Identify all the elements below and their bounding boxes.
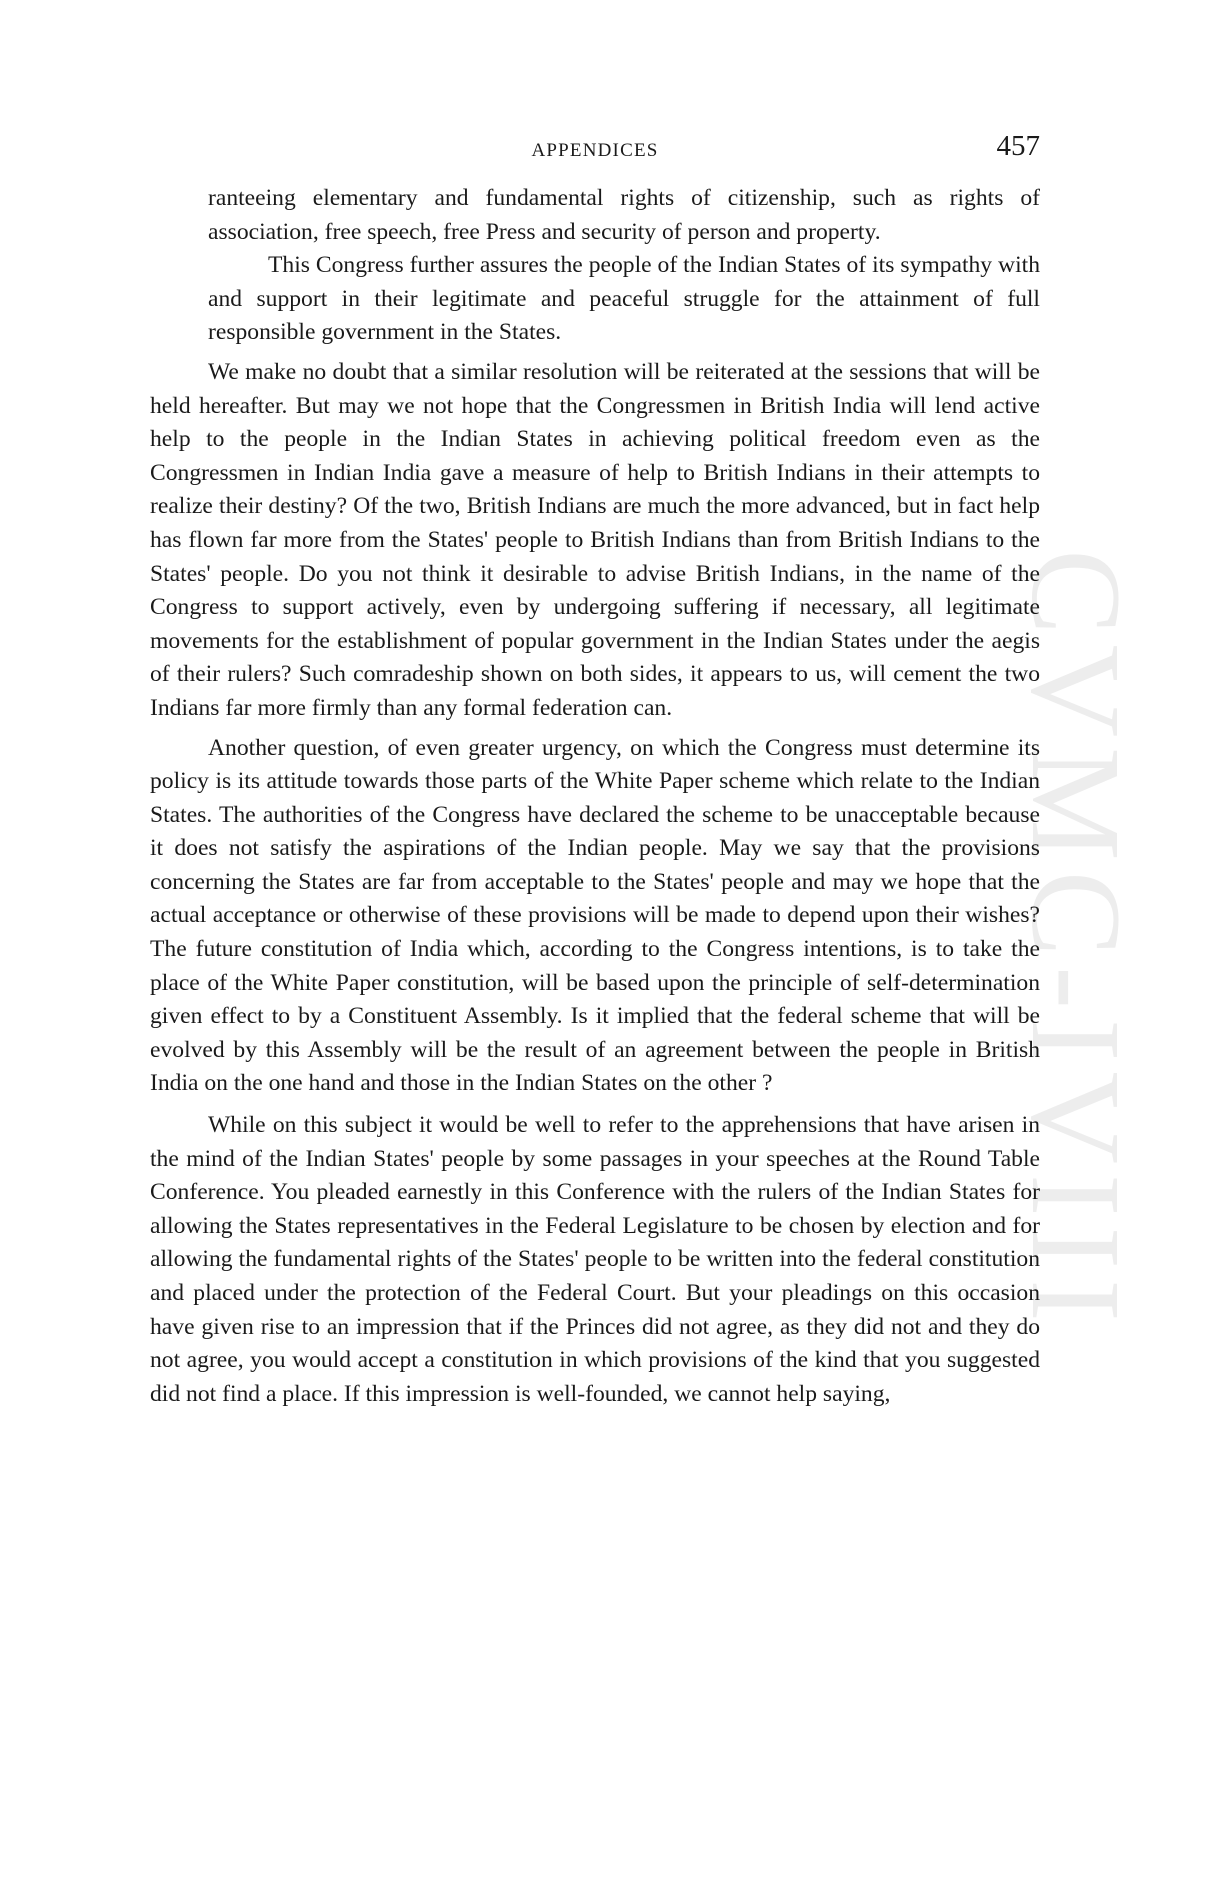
page-text bbox=[150, 182, 1040, 1411]
quote-paragraph: ranteeing elementary and fundamental rights of citizenship, such as rights of association, free speech, free Press and security of person and property. bbox=[208, 185, 1040, 245]
running-title: APPENDICES bbox=[531, 140, 659, 161]
block-quote bbox=[208, 182, 1040, 350]
body-paragraph: Another question, of even greater urgency, on which the Congress must determine its policy is its attitude towards those parts of the White Paper scheme which relate to the Indian States. The authorities of the Congress have declared the scheme to be unacceptable because it does not satisfy the aspirations of the Indian people. May we say that the provisions concerning the States are far from acceptable to the States' people and may we hope that the actual acceptance or otherwise of these provisions will be made to depend upon their wishes? The future constitution of India which, according to the Congress intentions, is to take the place of the White Paper constitution, will be based upon the principle of self-determination given effect to by a Constituent Assembly. Is it implied that the federal scheme that will be evolved by this Assembly will be the result of an agreement between the people in British India on the one hand and those in the Indian States on the other ? bbox=[150, 734, 1040, 1097]
body-paragraph: While on this subject it would be well to refer to the apprehensions that have arisen in the mind of the Indian States' people by some passages in your speeches at the Round Table Conference. You pleaded earnestly in this Conference with the rulers of the Indian States for allowing the States representatives in the Federal Legislature to be chosen by election and for allowing the fundamental rights of the States' people to be written into the federal constitution and placed under the protection of the Federal Court. But your pleadings on this occasion have given rise to an impression that if the Princes did not agree, as they did not and they do not agree, you would accept a constitution in which provisions of the kind that you suggested did not find a place. If this impression is well-founded, we cannot help saying, bbox=[150, 1112, 1040, 1407]
body-paragraph: We make no doubt that a similar resolution will be reiterated at the sessions that will be held hereafter. But may we not hope that the Congressmen in British India will lend active help to the people in the Indian States in achieving political freedom even as the Congressmen in Indian India gave a measure of help to British Indians in their attempts to realize their destiny? Of the two, British Indians are much the more advanced, but in fact help has flown far more from the States' people to British Indians than from British Indians to the States' people. Do you not think it desirable to advise British Indians, in the name of the Congress to support actively, even by undergoing suffering if necessary, all legitimate movements for the establishment of popular government in the Indian States under the aegis of their rulers? Such comradeship shown on both sides, it appears to us, will cement the two Indians far more firmly than any formal federation can. bbox=[150, 358, 1040, 721]
watermark-text: CVMC-IVIII bbox=[1004, 548, 1147, 1332]
running-head bbox=[150, 130, 1040, 170]
quote-paragraph: This Congress further assures the people of the Indian States of its sympathy with and support in their legitimate and peaceful struggle for the attainment of full responsible government in the States. bbox=[208, 252, 1040, 346]
page-number: 457 bbox=[996, 130, 1040, 162]
